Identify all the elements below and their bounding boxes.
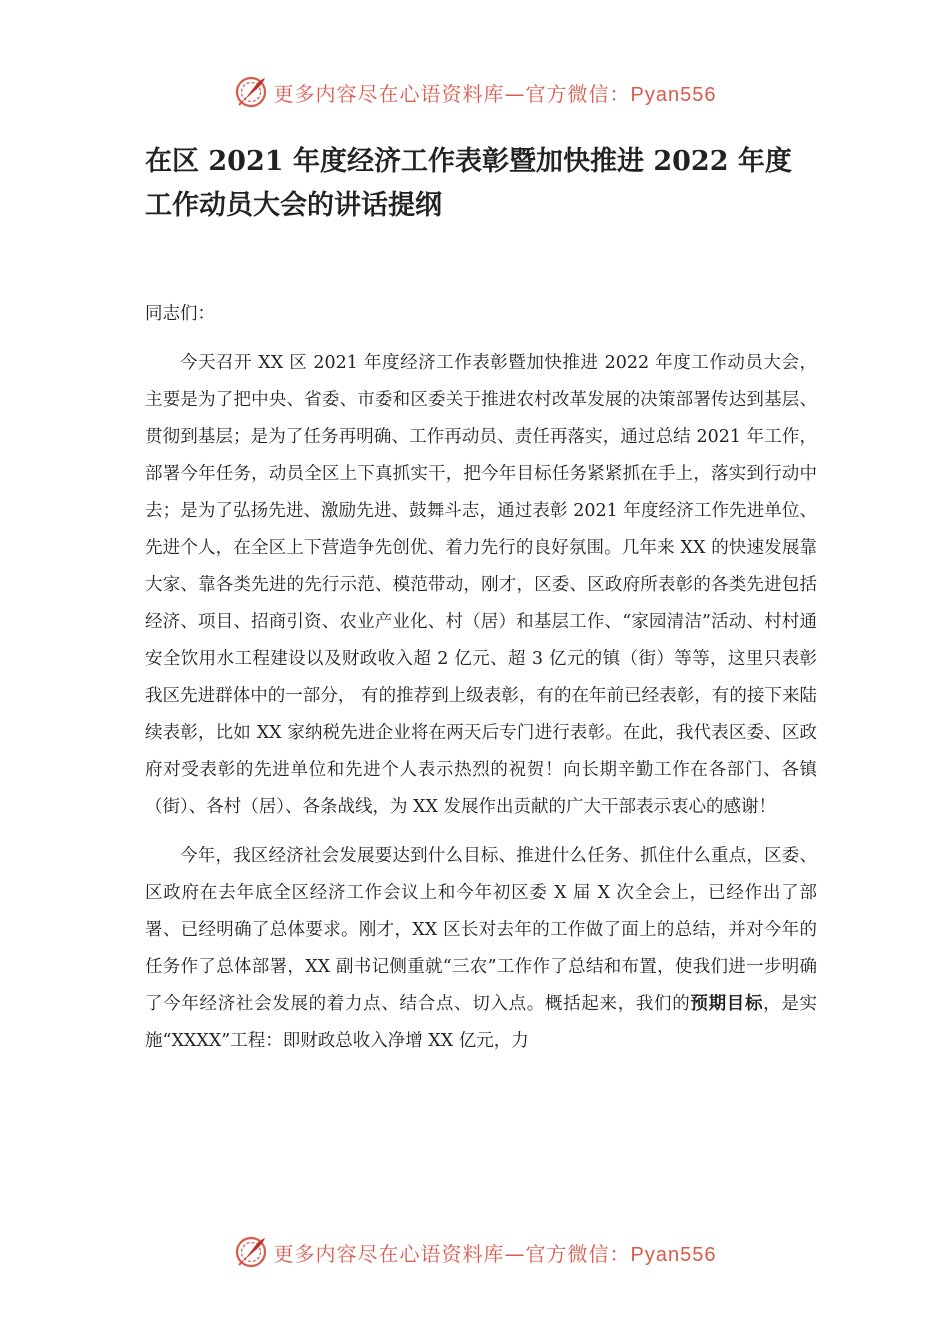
document-title: 在区 2021 年度经济工作表彰暨加快推进 2022 年度工作动员大会的讲话提纲 [145, 146, 792, 221]
banner-text [274, 1238, 717, 1267]
paragraph-2-bold-term: 预期目标 [690, 994, 764, 1014]
banner-main-text: 更多内容尽在心语资料库—官方微信： [273, 81, 631, 106]
paragraph-1: 今天召开 XX 区 2021 年度经济工作表彰暨加快推进 2022 年度工作动员大会， 主要是为了把中央、省委、市委和区委关于推进农村改革发展的决策部署传达到基层、贯彻到基层；是为了任务再明确、工作再动员、责任再落实，通过总结 2021 年工作，部署今年任务，动员全区上下真抓实干，把今年目标任务紧紧抓在手上，落实到行动中去；是为了弘扬先进、激励先进、鼓舞斗志，通过表彰 2021 年度经济工作先进单位、先进个人，在全区上下营造争先创优、着力先行的良好氛围。几年来 XX 的快速发展靠大家、靠各类先进的先行示范、模范带动，刚才，区委、区政府所表彰的各类先进包括经济、项目、招商引资、农业产业化、村（居）和基层工作、“家园清洁”活动、村村通安全饮用水工程建设以及财政收入超 2 亿元、超 3 亿元的镇（街）等等，这里只表彰我区先进群体中的一部分， 有的推荐到上级表彰，有的在年前已经表彰，有的接下来陆续表彰，比如 XX 家纳税先进企业将在两天后专门进行表彰。在此，我代表区委、区政府对受表彰的先进单位和先进个人表示热烈的祝贺！向长期辛勤工作在各部门、各镇（街）、各村（居）、各条战线，为 XX 发展作出贡献的广大干部表示衷心的感谢！ [145, 353, 817, 817]
paragraph-2 [145, 838, 817, 1060]
salutation: 同志们： [145, 304, 215, 324]
banner-main-text: 更多内容尽在心语资料库—官方微信： [273, 1241, 631, 1266]
quill-pen-logo-icon [234, 1235, 268, 1269]
paragraph-2-continuation: ，是实施“XXXX”工程：即财政总收入净增 XX 亿元，力 [145, 994, 818, 1051]
banner-wechat-id: Pyan556 [630, 1243, 717, 1266]
banner-wechat-id: Pyan556 [630, 83, 717, 106]
quill-pen-logo-icon [234, 75, 268, 109]
paragraph-2-text: 今年，我区经济社会发展要达到什么目标、推进什么任务、抓住什么重点，区委、区政府在去年底全区经济工作会议上和今年初区委 X 届 X 次全会上，已经作出了部署、已经明确了总体要求。刚才，XX 区长对去年的工作做了面上的总结，并对今年的任务作了总体部署，XX 副书记侧重就“三农”工作作了总结和布置，使我们进一步明确了今年经济社会发展的着力点、结合点、切入点。概括起来，我们的 [145, 846, 817, 1014]
header-banner [0, 72, 950, 112]
document-body [145, 296, 817, 1072]
footer-banner [0, 1232, 950, 1272]
banner-text [274, 78, 717, 107]
